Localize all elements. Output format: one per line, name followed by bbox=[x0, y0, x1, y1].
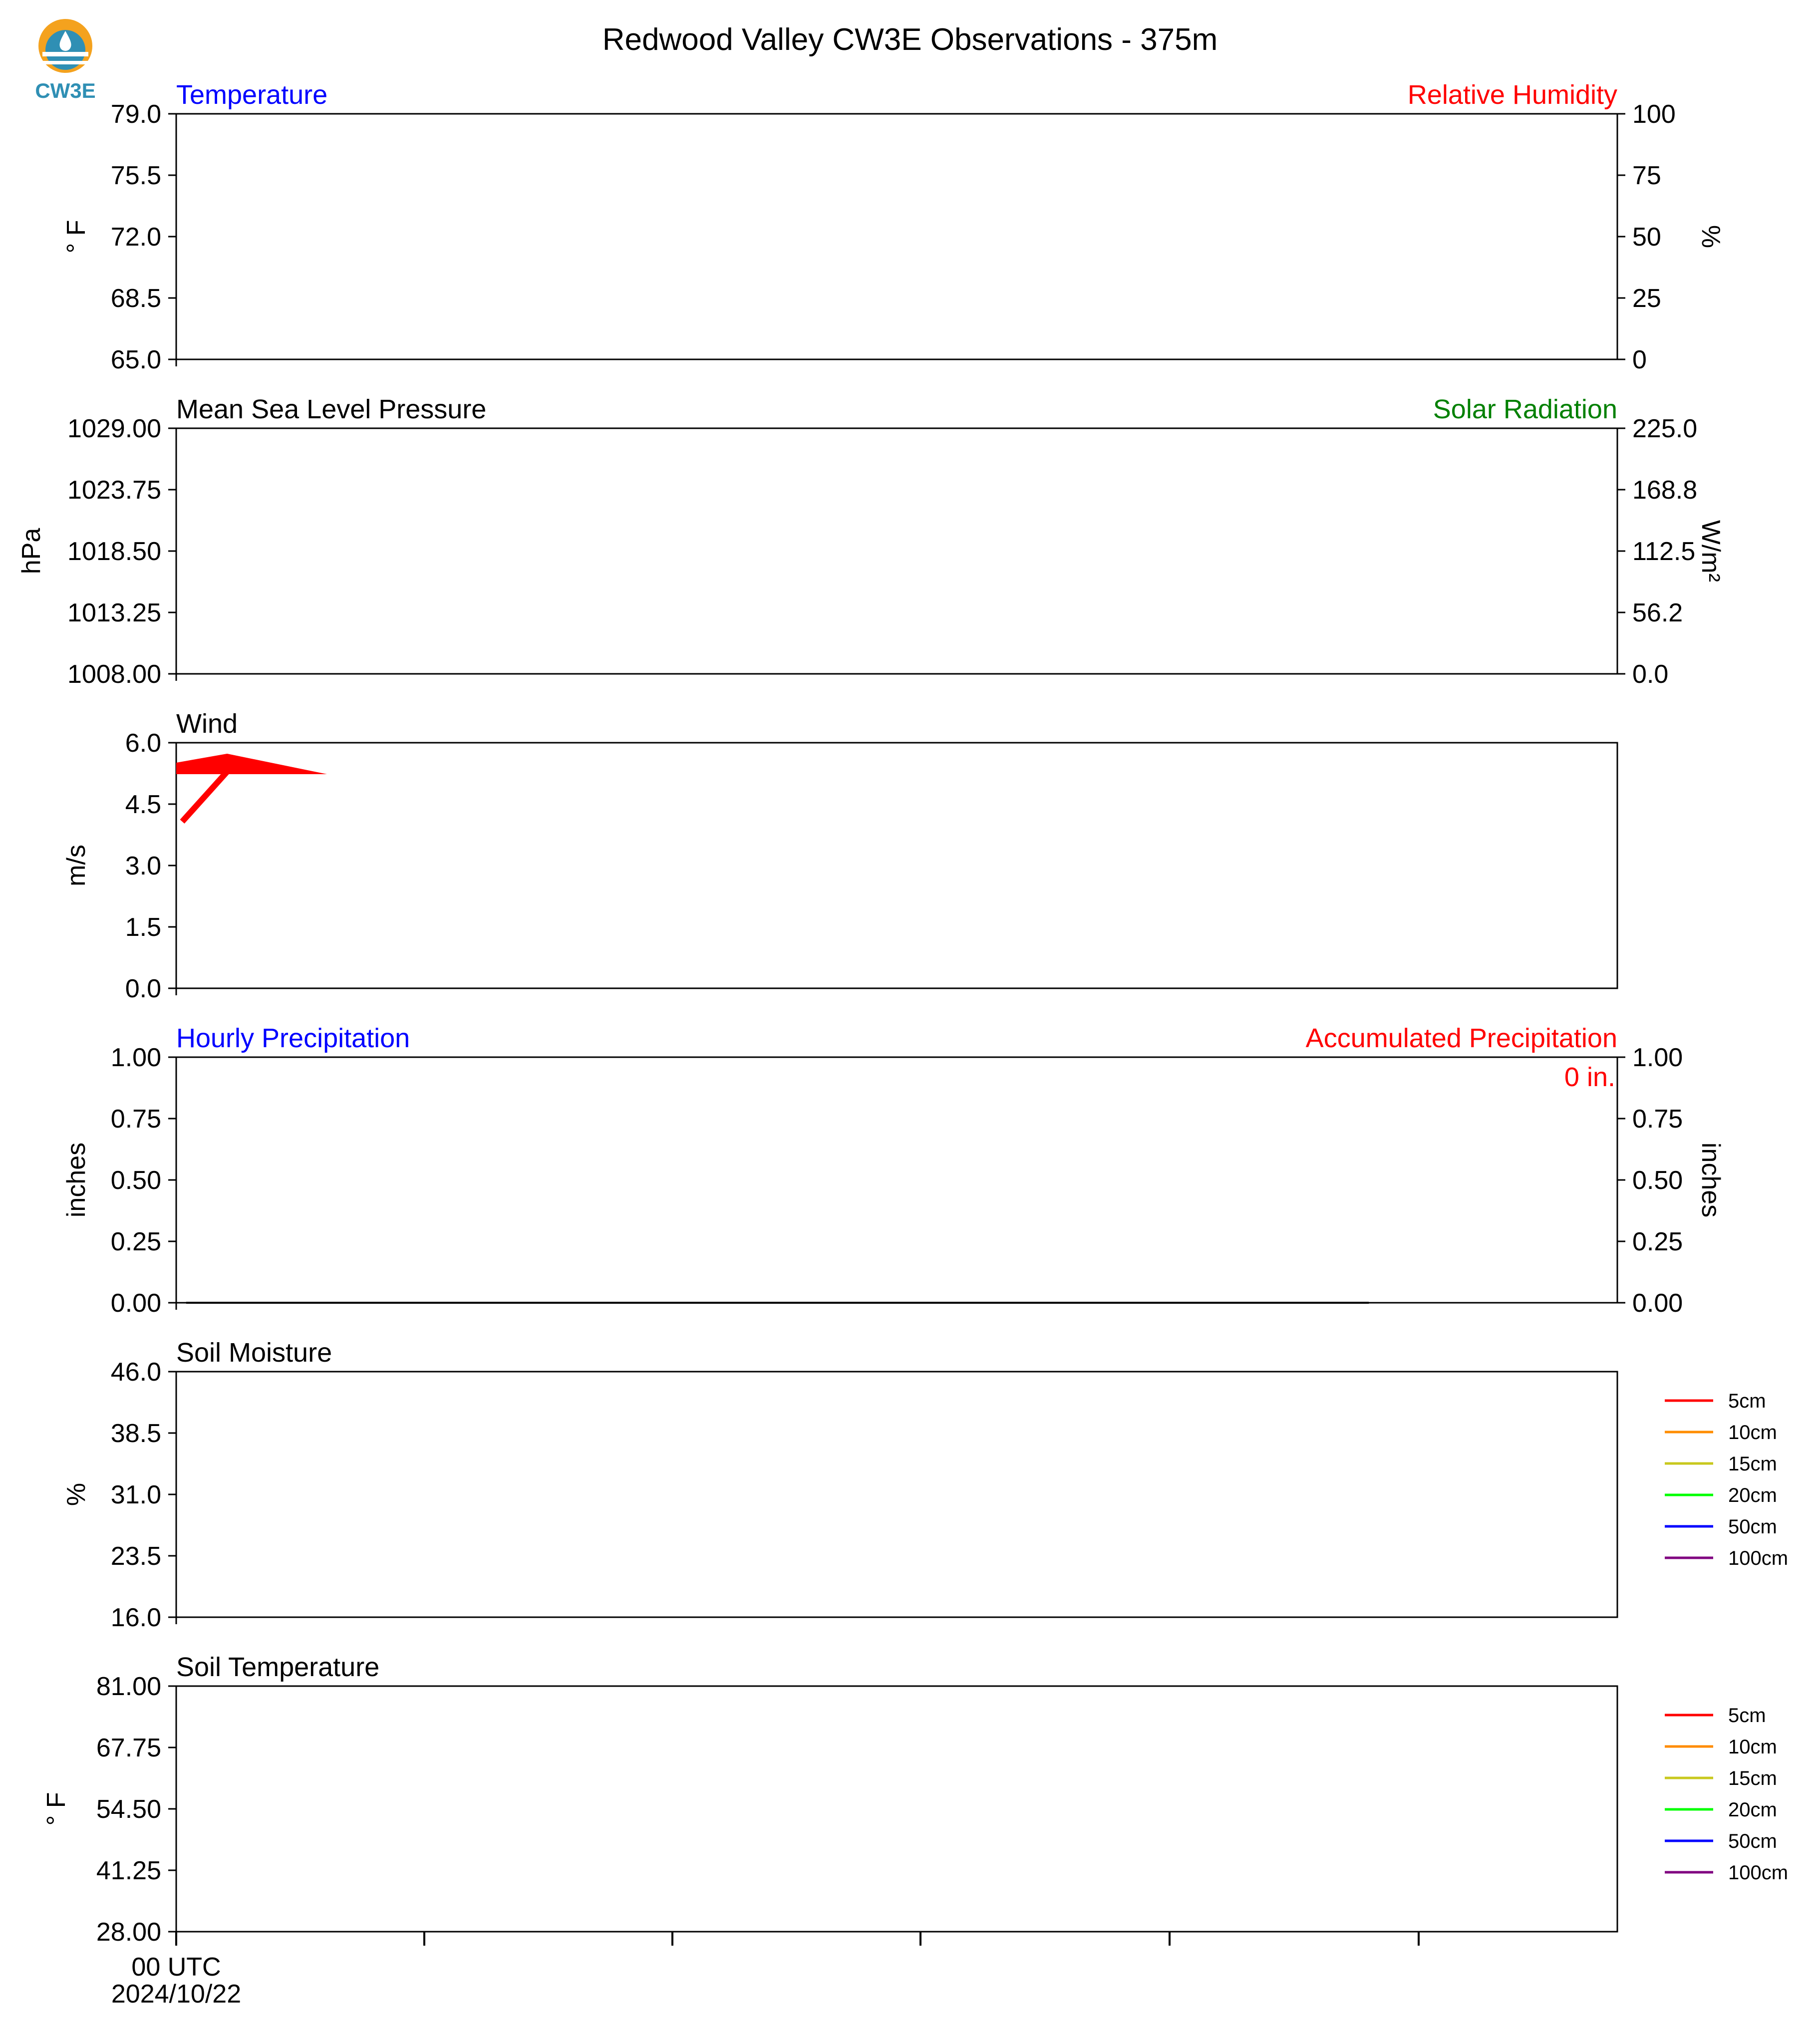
temperature-rh-ytick-label: 72.0 bbox=[110, 223, 161, 252]
soil-moisture-panel bbox=[62, 1338, 1788, 1632]
precipitation-ytick-label: 0.00 bbox=[110, 1289, 161, 1318]
soil-moisture-ytick-label: 23.5 bbox=[110, 1542, 161, 1571]
temperature-rh-y2tick-label: 50 bbox=[1632, 223, 1661, 252]
wind-ytick-label: 6.0 bbox=[125, 729, 161, 758]
precipitation-plot-frame bbox=[176, 1057, 1617, 1303]
wind-ylabel: m/s bbox=[62, 845, 91, 886]
precipitation-ytick-label: 0.25 bbox=[110, 1227, 161, 1256]
temperature-rh-plot-frame bbox=[176, 114, 1617, 359]
wind-ytick-label: 0.0 bbox=[125, 974, 161, 1003]
soil-temperature-legend-label: 15cm bbox=[1728, 1767, 1777, 1789]
pressure-solar-plot-frame bbox=[176, 428, 1617, 674]
temperature-rh-left-title: Temperature bbox=[176, 80, 328, 110]
pressure-solar-y2tick-label: 168.8 bbox=[1632, 476, 1698, 505]
soil-temperature-legend-label: 10cm bbox=[1728, 1736, 1777, 1758]
soil-temperature-legend-label: 100cm bbox=[1728, 1862, 1789, 1884]
soil-temperature-ytick-label: 67.75 bbox=[96, 1734, 161, 1762]
temperature-rh-panel bbox=[62, 80, 1725, 374]
temperature-rh-y2tick-label: 100 bbox=[1632, 100, 1676, 129]
temperature-rh-y2tick-label: 0 bbox=[1632, 345, 1647, 374]
pressure-solar-ytick-label: 1023.75 bbox=[67, 476, 161, 505]
soil-temperature-legend-label: 20cm bbox=[1728, 1799, 1777, 1821]
pressure-solar-ytick-label: 1013.25 bbox=[67, 598, 161, 627]
precipitation-y2tick-label: 0.50 bbox=[1632, 1166, 1683, 1195]
pressure-solar-ytick-label: 1018.50 bbox=[67, 537, 161, 566]
wind-barb bbox=[176, 754, 327, 822]
soil-temperature-ytick-label: 81.00 bbox=[96, 1672, 161, 1701]
wind-barb-pennant bbox=[176, 754, 327, 774]
temperature-rh-ytick-label: 68.5 bbox=[110, 284, 161, 313]
soil-temperature-ytick-label: 54.50 bbox=[96, 1795, 161, 1824]
pressure-solar-y2tick-label: 112.5 bbox=[1632, 537, 1696, 566]
soil-temperature-legend-label: 5cm bbox=[1728, 1705, 1766, 1727]
temperature-rh-ylabel: ° F bbox=[62, 220, 91, 254]
soil-temperature-ylabel: ° F bbox=[42, 1792, 71, 1826]
precipitation-y2tick-label: 0.75 bbox=[1632, 1105, 1683, 1134]
logo-wave-line-1 bbox=[42, 52, 88, 56]
soil-temperature-panel bbox=[42, 1652, 1788, 1947]
pressure-solar-right-title: Solar Radiation bbox=[1433, 394, 1617, 424]
precipitation-ytick-label: 0.50 bbox=[110, 1166, 161, 1195]
precipitation-y2tick-label: 1.00 bbox=[1632, 1043, 1683, 1072]
soil-moisture-ytick-label: 31.0 bbox=[110, 1480, 161, 1509]
wind-plot-frame bbox=[176, 743, 1617, 988]
soil-moisture-ylabel: % bbox=[62, 1482, 91, 1506]
temperature-rh-y2label: % bbox=[1696, 225, 1725, 249]
wind-barb-staff bbox=[182, 772, 227, 822]
soil-moisture-legend-label: 100cm bbox=[1728, 1547, 1789, 1569]
soil-temperature-legend bbox=[1665, 1705, 1788, 1884]
soil-moisture-ytick-label: 46.0 bbox=[110, 1358, 161, 1387]
precipitation-ytick-label: 0.75 bbox=[110, 1105, 161, 1134]
soil-moisture-ytick-label: 16.0 bbox=[110, 1603, 161, 1632]
pressure-solar-y2label: W/m² bbox=[1696, 520, 1725, 582]
precipitation-y2tick-label: 0.00 bbox=[1632, 1289, 1683, 1318]
logo-text: CW3E bbox=[35, 79, 96, 102]
soil-temperature-plot-frame bbox=[176, 1686, 1617, 1932]
precipitation-annotation: 0 in. bbox=[1564, 1062, 1615, 1092]
soil-moisture-legend-label: 15cm bbox=[1728, 1453, 1777, 1475]
temperature-rh-right-title: Relative Humidity bbox=[1407, 80, 1617, 110]
temperature-rh-ytick-label: 75.5 bbox=[110, 161, 161, 190]
soil-moisture-ytick-label: 38.5 bbox=[110, 1419, 161, 1448]
precipitation-ytick-label: 1.00 bbox=[110, 1043, 161, 1072]
temperature-rh-y2tick-label: 25 bbox=[1632, 284, 1661, 313]
pressure-solar-ytick-label: 1008.00 bbox=[67, 660, 161, 689]
pressure-solar-panel bbox=[17, 394, 1725, 689]
xtick-label-time: 00 UTC bbox=[131, 1953, 221, 1982]
pressure-solar-left-title: Mean Sea Level Pressure bbox=[176, 394, 487, 424]
soil-temperature-ytick-label: 28.00 bbox=[96, 1918, 161, 1947]
pressure-solar-y2tick-label: 0.0 bbox=[1632, 660, 1669, 689]
pressure-solar-y2tick-label: 56.2 bbox=[1632, 598, 1683, 627]
precipitation-right-title: Accumulated Precipitation bbox=[1305, 1023, 1617, 1053]
soil-temperature-left-title: Soil Temperature bbox=[176, 1652, 380, 1682]
pressure-solar-y2tick-label: 225.0 bbox=[1632, 414, 1698, 443]
pressure-solar-ytick-label: 1029.00 bbox=[67, 414, 161, 443]
soil-moisture-legend-label: 20cm bbox=[1728, 1484, 1777, 1506]
precipitation-left-title: Hourly Precipitation bbox=[176, 1023, 410, 1053]
precipitation-y2tick-label: 0.25 bbox=[1632, 1227, 1683, 1256]
wind-ytick-label: 3.0 bbox=[125, 852, 161, 880]
soil-moisture-plot-frame bbox=[176, 1372, 1617, 1617]
precipitation-panel bbox=[62, 1023, 1725, 1318]
logo-wave-line-2 bbox=[42, 61, 88, 64]
temperature-rh-ytick-label: 65.0 bbox=[110, 345, 161, 374]
temperature-rh-ytick-label: 79.0 bbox=[110, 100, 161, 129]
soil-temperature-ytick-label: 41.25 bbox=[96, 1856, 161, 1885]
wind-ytick-label: 4.5 bbox=[125, 790, 161, 819]
soil-moisture-legend-label: 50cm bbox=[1728, 1516, 1777, 1538]
temperature-rh-y2tick-label: 75 bbox=[1632, 161, 1661, 190]
precipitation-y2label: inches bbox=[1696, 1142, 1725, 1218]
pressure-solar-ylabel: hPa bbox=[17, 528, 46, 575]
soil-temperature-legend-label: 50cm bbox=[1728, 1830, 1777, 1852]
soil-moisture-legend-label: 10cm bbox=[1728, 1422, 1777, 1444]
precipitation-ylabel: inches bbox=[62, 1142, 91, 1218]
wind-panel bbox=[62, 709, 1617, 1003]
xtick-label-date: 2024/10/22 bbox=[111, 1980, 242, 2009]
wind-ytick-label: 1.5 bbox=[125, 913, 161, 942]
soil-moisture-left-title: Soil Moisture bbox=[176, 1338, 332, 1368]
soil-moisture-legend bbox=[1665, 1390, 1788, 1569]
soil-moisture-legend-label: 5cm bbox=[1728, 1390, 1766, 1412]
cw3e-logo bbox=[35, 19, 95, 102]
wind-left-title: Wind bbox=[176, 709, 238, 739]
chart-title: Redwood Valley CW3E Observations - 375m bbox=[602, 22, 1218, 57]
